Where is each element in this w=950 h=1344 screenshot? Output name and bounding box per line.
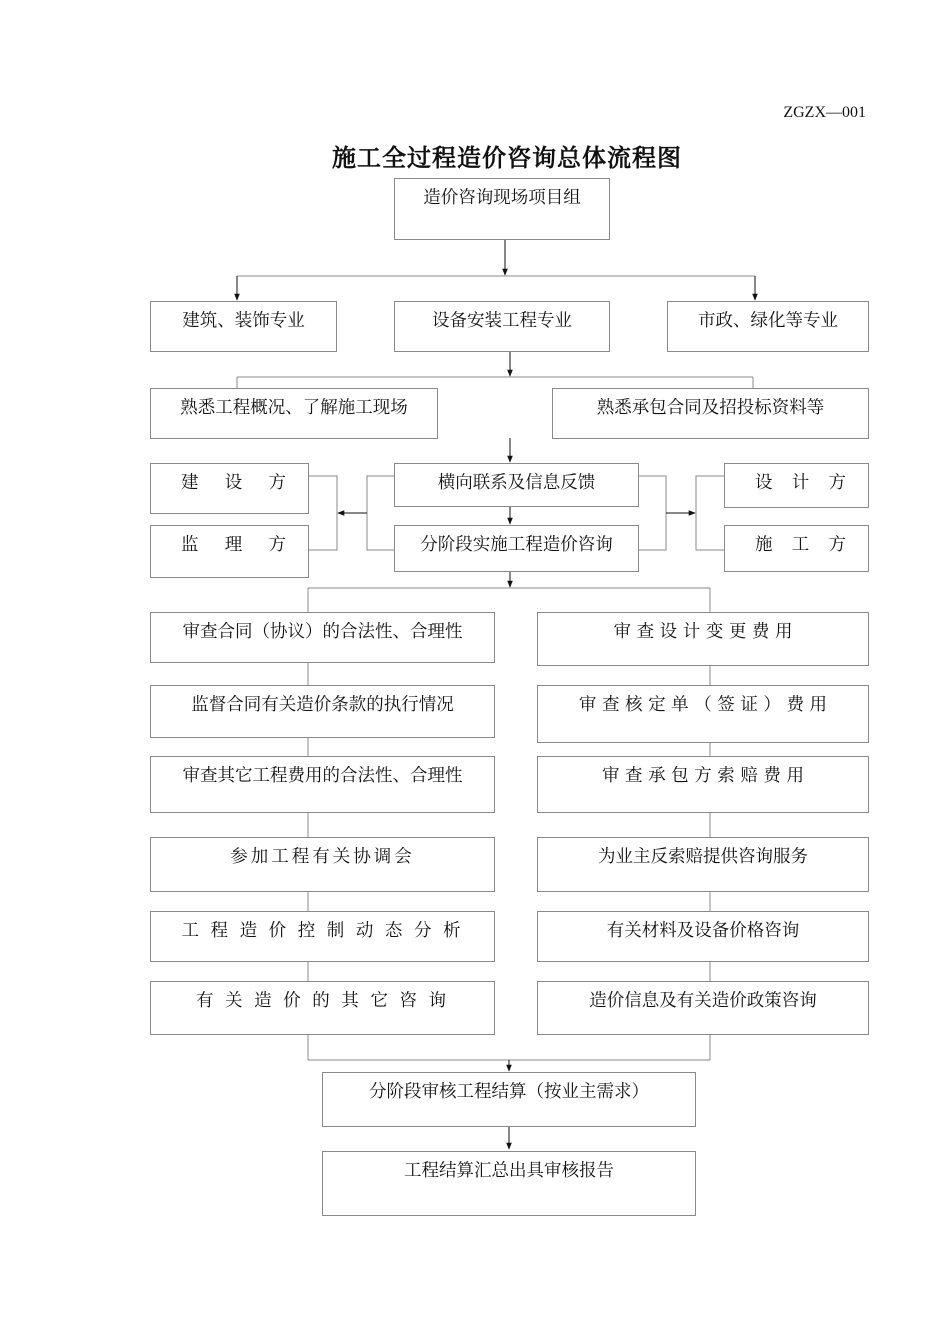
review-contractor-claim-node: 审 查 承 包 方 索 赔 费 用 [537,756,869,813]
supervise-cost-clauses-node: 监督合同有关造价条款的执行情况 [150,685,495,738]
equipment-install-node: 设备安装工程专业 [394,301,610,352]
designer-party-node: 设 计 方 [724,463,869,508]
coordination-meeting-node: 参加工程有关协调会 [150,837,495,892]
project-team-node: 造价咨询现场项目组 [394,178,610,240]
stage-consult-node: 分阶段实施工程造价咨询 [394,525,639,572]
review-visa-cost-node: 审 查 核 定 单 （ 签 证 ） 费 用 [537,685,869,743]
building-decoration-node: 建筑、装饰专业 [150,301,337,352]
municipal-greening-node: 市政、绿化等专业 [667,301,869,352]
connector-right-bracket-parties [696,476,724,550]
builder-party-node: 建 设 方 [150,463,309,514]
connector-left-bracket-center [367,476,395,550]
familiar-site-node: 熟悉工程概况、了解施工现场 [150,388,438,439]
connector-left-bracket-parties [308,476,337,550]
contractor-party-node: 施 工 方 [724,525,869,572]
page-title: 施工全过程造价咨询总体流程图 [332,143,682,172]
dynamic-cost-analysis-node: 工 程 造 价 控 制 动 态 分 析 [150,911,495,962]
settlement-review-node: 分阶段审核工程结算（按业主需求） [322,1072,696,1127]
supervisor-party-node: 监 理 方 [150,525,309,578]
counter-claim-service-node: 为业主反索赔提供咨询服务 [537,837,869,892]
review-contract-legality-node: 审查合同（协议）的合法性、合理性 [150,612,495,663]
review-design-change-node: 审 查 设 计 变 更 费 用 [537,612,869,666]
review-other-costs-node: 审查其它工程费用的合法性、合理性 [150,756,495,813]
feedback-node: 横向联系及信息反馈 [394,463,639,507]
final-report-node: 工程结算汇总出具审核报告 [322,1151,696,1216]
material-price-consulting-node: 有关材料及设备价格咨询 [537,911,869,962]
familiar-contract-node: 熟悉承包合同及招投标资料等 [552,388,869,439]
other-cost-consulting-node: 有 关 造 价 的 其 它 咨 询 [150,981,495,1035]
cost-policy-consulting-node: 造价信息及有关造价政策咨询 [537,981,869,1035]
document-code: ZGZX—001 [783,104,866,121]
connector-right-bracket-center [638,476,666,550]
